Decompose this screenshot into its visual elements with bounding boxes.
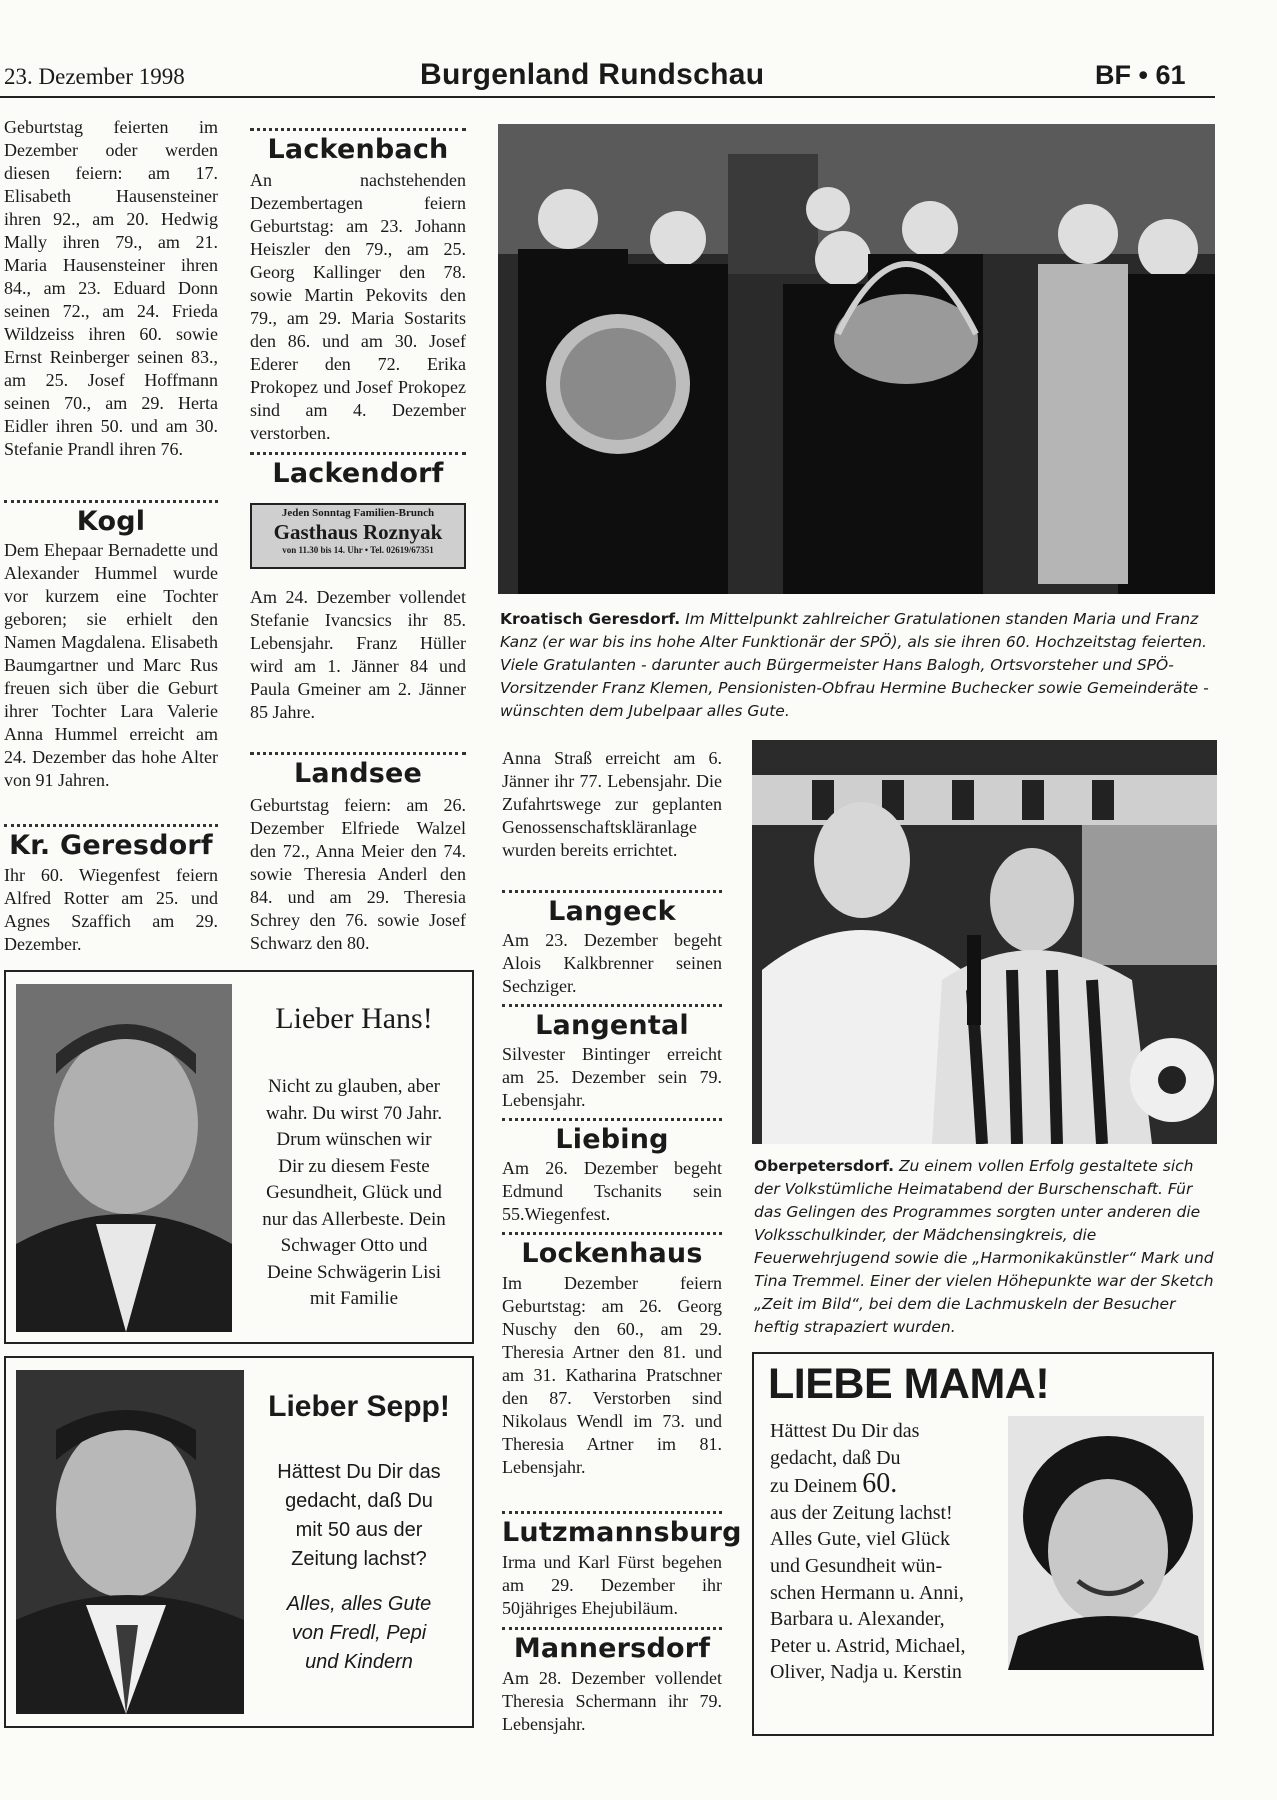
- sepp-closing: [246, 1590, 472, 1677]
- sepp-line: Zeitung lachst?: [291, 1548, 427, 1570]
- divider: [502, 1627, 722, 1630]
- heading-lackenbach: Lackenbach: [267, 134, 449, 165]
- divider: [502, 1511, 722, 1514]
- header-rule: [0, 96, 1215, 98]
- sepp-closing-line: von Fredl, Pepi: [291, 1622, 427, 1644]
- hans-line: mit Familie: [309, 1288, 399, 1309]
- sepp-line: gedacht, daß Du: [285, 1490, 433, 1512]
- landsee-text: Geburtstag feiern: am 26. Dezember Elfriede Walzel den 72., Anna Meier den 74. sowie Theresia Anderl den 84. und am 29. Theresia Schrey den 76. sowie Josef Schwarz den 80.: [250, 795, 466, 953]
- hans-line: Dir zu diesem Feste: [278, 1155, 430, 1177]
- event-photo-illustration: [752, 740, 1217, 1144]
- col1-intro: Geburtstag feierten im Dezember oder werden diesen feiern: am 17. Elisabeth Hausensteiner ihren 92., am 20. Hedwig Mally ihren 79., am 21. Maria Hausensteiner ihren 84., am 23. Eduard Donn seinen 72., am 24. Frieda Wildzeiss ihren 60. sowie Ernst Reinberger seinen 83., am 25. Josef Hoffmann seinen 70., am 29. Herta Eidler ihren 50. und am 30. Stefanie Prandl ihren 76.: [4, 117, 218, 459]
- mama-line: gedacht, daß Du: [770, 1446, 901, 1469]
- col3-intro: Anna Straß erreicht am 6. Jänner ihr 77. Lebensjahr. Die Zufahrtswege zur geplanten Genossenschaftskläranlage wurden bereits errichtet.: [502, 748, 722, 860]
- heading-lockenhaus: Lockenhaus: [521, 1238, 703, 1269]
- kogl-text: Dem Ehepaar Bernadette und Alexander Hummel wurde vor kurzem eine Tochter geboren; sie erhielt den Namen Magdalena. Elisabeth Baumgartner und Marc Rus freuen sich über die Geburt ihrer Tochter Lara Valerie Anna Hummel erreicht am 24. Dezember das hohe Alter von 91 Jahren.: [4, 540, 218, 790]
- hans-line: Deine Schwägerin Lisi: [266, 1261, 442, 1283]
- newspaper-title: Burgenland Rundschau: [420, 58, 765, 91]
- lackenbach-text: An nachstehenden Dezembertagen feiern Geburtstag: am 23. Johann Heiszler den 79., am 25. Georg Kallinger den 78. sowie Martin Pekovits den 79., am 29. Maria Sostarits den 86. und am 30. Josef Ederer den 72. Erika Prokopez und Josef Prokopez sind am 4. Dezember verstorben.: [250, 170, 466, 443]
- portrait-sepp-illustration: [16, 1370, 244, 1714]
- langental-text: Silvester Bintinger erreicht am 25. Dezember sein 79. Lebensjahr.: [502, 1044, 722, 1110]
- divider: [502, 1004, 722, 1007]
- lutzmannsburg-text: Irma und Karl Fürst begehen am 29. Dezember ihr 50jähriges Ehejubiläum.: [502, 1552, 722, 1618]
- langeck-text: Am 23. Dezember begeht Alois Kalkbrenner seinen Sechziger.: [502, 930, 722, 996]
- heading-langeck: Langeck: [548, 896, 676, 927]
- mama-line: aus der Zeitung lachst!: [770, 1501, 953, 1524]
- sepp-closing-line: und Kindern: [305, 1651, 413, 1673]
- photo2-caption-text: Zu einem vollen Erfolg gestaltete sich der Volkstümliche Heimatabend der Burschenschaft. Für das Gelingen des Programmes sorgten unter anderen die Volksschulkinder, der Mädchensingkreis, die Feuerwehrjugend sowie die „Harmonikakünstler“ Mark und Tina Tremmel. Einer der vielen Höhepunkte war der Sketch „Zeit im Bild“, bei dem die Lachmuskeln der Besucher heftig strapaziert wurden.: [754, 1157, 1214, 1336]
- heading-kr-geresdorf: Kr. Geresdorf: [9, 830, 213, 861]
- group-photo-illustration: [498, 124, 1215, 594]
- geresdorf-text: Ihr 60. Wiegenfest feiern Alfred Rotter am 25. und Agnes Szaffich am 29. Dezember.: [4, 865, 218, 954]
- mama-message: [770, 1418, 1210, 1686]
- sepp-closing-line: Alles, alles Gute: [286, 1593, 432, 1615]
- greeting-ad-sepp: [4, 1356, 474, 1728]
- liebing-text: Am 26. Dezember begeht Edmund Tschanits sein 55.Wiegenfest.: [502, 1158, 722, 1224]
- sepp-message: [246, 1458, 472, 1574]
- issue-date: 23. Dezember 1998: [4, 64, 185, 89]
- mama-line: Oliver, Nadja u. Kerstin: [770, 1661, 962, 1684]
- photo1-place: Kroatisch Geresdorf.: [500, 610, 681, 628]
- hans-line: Gesundheit, Glück und: [266, 1182, 442, 1203]
- ad-slogan: Jeden Sonntag Familien-Brunch: [281, 507, 435, 519]
- greeting-ad-mama: [752, 1352, 1214, 1736]
- mama-line: Hättest Du Dir das: [770, 1420, 920, 1442]
- ad-contact: von 11.30 bis 14. Uhr • Tel. 02619/67351: [282, 545, 434, 555]
- hans-line: Drum wünschen wir: [276, 1129, 432, 1150]
- greeting-ad-hans: [4, 970, 474, 1344]
- mannersdorf-text: Am 28. Dezember vollendet Theresia Schermann ihr 79. Lebensjahr.: [502, 1668, 722, 1734]
- heading-landsee: Landsee: [293, 758, 423, 789]
- mama-age: 60.: [862, 1468, 898, 1500]
- event-photo: [752, 740, 1217, 1144]
- sepp-title: Lieber Sepp!: [268, 1390, 450, 1423]
- heading-kogl: Kogl: [76, 506, 146, 537]
- photo2-place: Oberpetersdorf.: [754, 1157, 894, 1175]
- mama-line: Alles Gute, viel Glück: [770, 1528, 950, 1551]
- hans-message: [236, 1074, 472, 1313]
- page-number: BF • 61: [1095, 60, 1186, 90]
- divider: [502, 1232, 722, 1235]
- hans-line: Nicht zu glauben, aber: [268, 1076, 440, 1097]
- heading-langental: Langental: [535, 1010, 689, 1041]
- heading-lutzmannsburg: Lutzmannsburg: [502, 1517, 742, 1548]
- sepp-line: mit 50 aus der: [295, 1519, 423, 1541]
- divider: [250, 128, 466, 131]
- divider: [502, 890, 722, 893]
- portrait-hans: [16, 984, 232, 1332]
- mama-line: Peter u. Astrid, Michael,: [770, 1634, 966, 1657]
- ad-name: Gasthaus Roznyak: [273, 520, 443, 544]
- divider: [250, 752, 466, 755]
- hans-title: Lieber Hans!: [275, 1002, 433, 1035]
- mama-line: Barbara u. Alexander,: [770, 1608, 945, 1631]
- divider: [250, 452, 466, 455]
- mama-line3-text: zu Deinem: [770, 1475, 863, 1498]
- gasthaus-ad: [250, 503, 466, 569]
- portrait-sepp: [16, 1370, 244, 1714]
- hans-line: nur das Allerbeste. Dein: [262, 1208, 446, 1230]
- mama-line: schen Hermann u. Anni,: [770, 1581, 964, 1604]
- portrait-hans-illustration: [16, 984, 232, 1332]
- heading-mannersdorf: Mannersdorf: [513, 1633, 711, 1664]
- lackendorf-text: Am 24. Dezember vollendet Stefanie Ivancsics ihr 85. Lebensjahr. Franz Hüller wird am 1. Jänner 84 und Paula Gmeiner am 2. Jänner 85 Jahre.: [250, 587, 466, 722]
- photo1-caption-text: Im Mittelpunkt zahlreicher Gratulationen standen Maria und Franz Kanz (er war bis ins hohe Alter Funktionär der SPÖ), als sie ihren 60. Hochzeitstag feierten. Viele Gratulanten - darunter auch Bürgermeister Hans Balogh, Ortsvorsteher und SPÖ-Vorsitzender Franz Klemen, Pensionisten-Obfrau Hermine Buchecker sowie Gemeinderäte - wünschten dem Jubelpaar alles Gute.: [500, 610, 1209, 720]
- group-photo: [498, 124, 1215, 594]
- lockenhaus-text: Im Dezember feiern Geburtstag: am 26. Georg Nuschy den 60., am 29. Theresia Artner den 81. und am 31. Katharina Pratschner den 87. Verstorben sind Nikolaus Wendl im 73. und Theresia Artner im 81. Lebensjahr.: [502, 1273, 722, 1477]
- divider: [502, 1118, 722, 1121]
- hans-line: Schwager Otto und: [280, 1235, 428, 1256]
- photo2-caption: [754, 1155, 1219, 1339]
- mama-line: [770, 1468, 1210, 1500]
- mama-title: LIEBE MAMA!: [768, 1360, 1050, 1408]
- mama-line: und Gesundheit wün-: [770, 1554, 943, 1577]
- heading-lackendorf: Lackendorf: [272, 458, 444, 489]
- hans-line: wahr. Du wirst 70 Jahr.: [265, 1102, 443, 1124]
- divider: [4, 500, 218, 503]
- divider: [4, 824, 218, 827]
- photo1-caption: [500, 608, 1212, 723]
- heading-liebing: Liebing: [555, 1124, 669, 1155]
- sepp-line: Hättest Du Dir das: [277, 1461, 441, 1483]
